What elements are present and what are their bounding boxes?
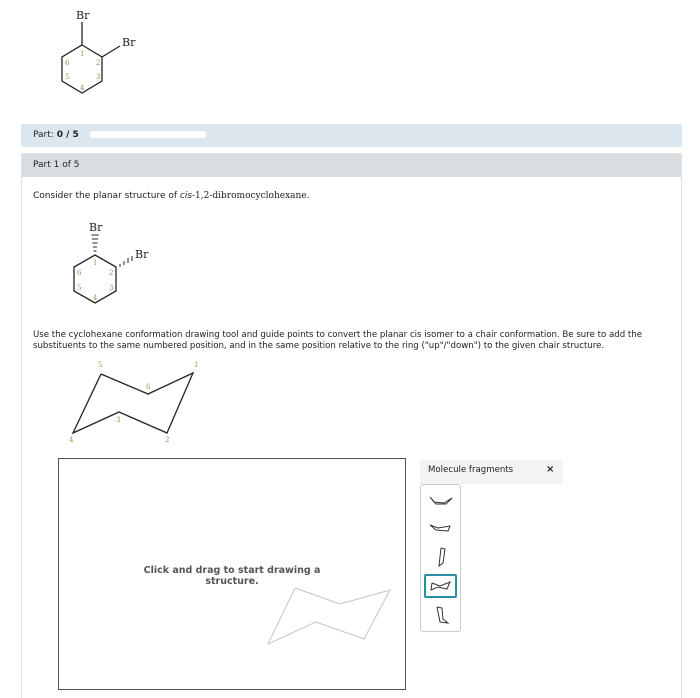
part-label: Part: [33, 130, 54, 140]
chair-num-5: 5 [98, 361, 103, 369]
top-num-6: 6 [65, 59, 70, 67]
planar-br-1: Br [89, 221, 103, 234]
instructions-text: Use the cyclohexane conformation drawing tool and guide points to convert the planar cis isomer to a chair conformation. Be sure to add the substituents to the same numbered position, and in the same position relative to the ring ("up"/"down") to the given chair structure. [33, 330, 642, 351]
top-num-3: 3 [96, 73, 101, 81]
part-progress-count: 0 / 5 [56, 130, 79, 140]
question-compound: -1,2-dibromocyclohexane. [192, 191, 310, 201]
fragments-close-button[interactable]: × [546, 464, 555, 475]
top-structure [50, 5, 160, 100]
part-header-title: Part 1 of 5 [33, 160, 80, 170]
chair-num-1: 1 [194, 361, 199, 369]
planar-num-1: 1 [93, 259, 98, 267]
fragment-axial-bond[interactable] [424, 545, 457, 569]
top-num-1: 1 [80, 50, 85, 58]
planar-cis-structure [62, 218, 172, 308]
top-br-2: Br [122, 36, 136, 49]
planar-br-2: Br [135, 248, 149, 261]
fragment-half-chair[interactable] [424, 603, 457, 627]
question-prefix: Consider the planar structure of [33, 191, 180, 201]
part-header [22, 154, 681, 177]
planar-num-2: 2 [109, 269, 114, 277]
question-text [33, 191, 310, 201]
fragments-title: Molecule fragments [428, 465, 514, 475]
chair-num-4: 4 [69, 436, 74, 444]
chair-num-6: 6 [146, 383, 151, 391]
top-br-1: Br [76, 9, 90, 22]
chair-structure [60, 356, 210, 451]
axial-bond-icon [424, 545, 457, 569]
chair-up-icon [424, 489, 457, 513]
part-progress-label [33, 130, 79, 140]
progress-track [90, 131, 206, 138]
planar-num-4: 4 [93, 294, 98, 302]
fragment-chair[interactable] [424, 574, 457, 598]
planar-num-3: 3 [109, 284, 114, 292]
fragment-chair-up[interactable] [424, 489, 457, 513]
chair-num-3: 3 [116, 416, 121, 424]
chair-num-2: 2 [165, 436, 170, 444]
canvas-hint: Click and drag to start drawing a structure. [143, 565, 321, 587]
canvas-chair-watermark [262, 582, 397, 652]
chair-icon [426, 576, 455, 596]
planar-num-5: 5 [77, 284, 82, 292]
boat-icon [424, 517, 457, 541]
question-cis: cis [179, 191, 193, 201]
fragment-boat[interactable] [424, 517, 457, 541]
planar-num-6: 6 [77, 269, 82, 277]
top-num-5: 5 [65, 73, 70, 81]
half-chair-icon [424, 603, 457, 627]
top-num-4: 4 [80, 84, 85, 92]
top-num-2: 2 [96, 59, 101, 67]
